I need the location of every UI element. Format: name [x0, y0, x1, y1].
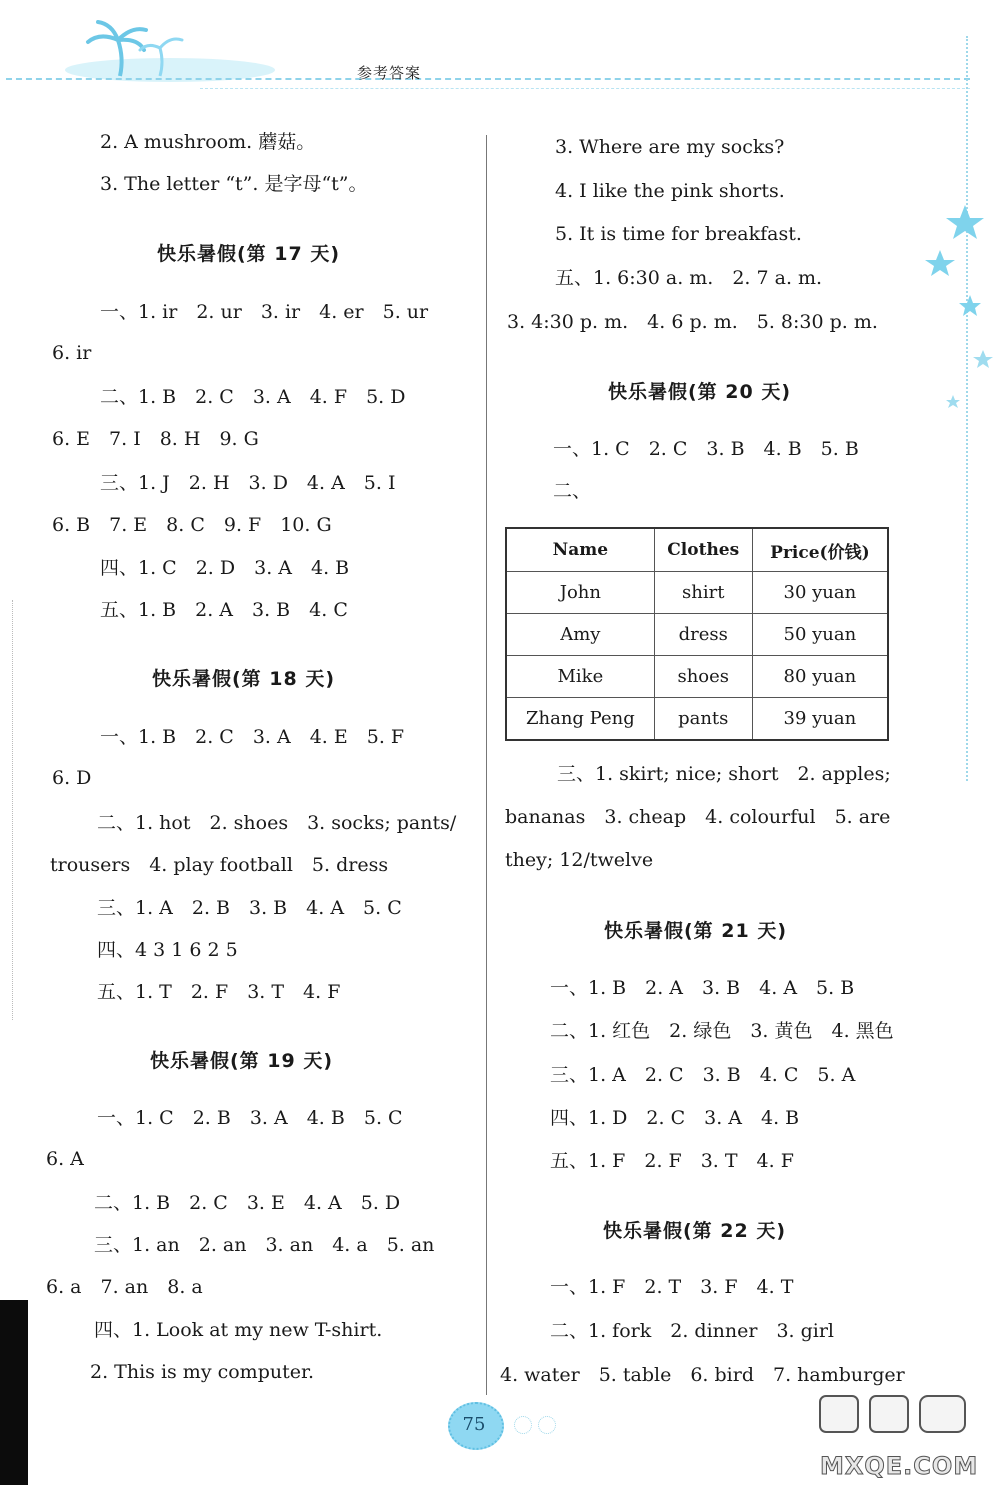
- answer-line: 二、1. fork 2. dinner 3. girl: [550, 1320, 835, 1342]
- table-cell: pants: [654, 698, 752, 741]
- answer-line: 二、1. B 2. C 3. A 4. F 5. D: [100, 386, 406, 408]
- header-rule: [6, 78, 970, 80]
- answer-line: 三、1. A 2. B 3. B 4. A 5. C: [97, 897, 402, 919]
- section-heading-day-17: 快乐暑假(第 17 天): [157, 243, 341, 265]
- answer-line: 4. water 5. table 6. bird 7. hamburger: [500, 1364, 905, 1386]
- answer-line: 一、1. B 2. C 3. A 4. E 5. F: [100, 726, 405, 748]
- section-heading-day-22: 快乐暑假(第 22 天): [603, 1220, 787, 1242]
- answer-line: 6. A: [46, 1148, 84, 1170]
- answer-line: 2. This is my computer.: [90, 1361, 315, 1383]
- section-heading-day-20: 快乐暑假(第 20 天): [608, 381, 792, 403]
- answer-line: 一、1. C 2. B 3. A 4. B 5. C: [97, 1107, 403, 1129]
- answer-line: 二、1. B 2. C 3. E 4. A 5. D: [94, 1192, 401, 1214]
- answer-line: 三、1. A 2. C 3. B 4. C 5. A: [550, 1064, 856, 1086]
- answer-line: 3. 4:30 p. m. 4. 6 p. m. 5. 8:30 p. m.: [507, 311, 878, 333]
- answer-line: 3. Where are my socks?: [555, 136, 785, 158]
- binding-edge-marks: [12, 600, 13, 1020]
- stars-decoration-icon: [925, 200, 1000, 430]
- answer-line: 一、1. C 2. C 3. B 4. B 5. B: [553, 438, 859, 460]
- answer-line: 6. E 7. I 8. H 9. G: [52, 428, 259, 450]
- answer-line: 三、1. an 2. an 3. an 4. a 5. an: [94, 1234, 435, 1256]
- clothes-price-table: [505, 527, 889, 741]
- table-cell: 39 yuan: [752, 698, 888, 741]
- answer-line: 二、: [553, 480, 592, 502]
- answer-line: 四、1. C 2. D 3. A 4. B: [100, 557, 350, 579]
- section-heading-day-19: 快乐暑假(第 19 天): [150, 1050, 334, 1072]
- answer-line: bananas 3. cheap 4. colourful 5. are: [505, 806, 891, 828]
- decor-ring-icon: [514, 1416, 532, 1434]
- table-header-row: [506, 528, 888, 572]
- table-header-cell: Name: [506, 528, 654, 572]
- answer-line: 2. A mushroom. 蘑菇。: [100, 131, 316, 153]
- answer-line: 三、1. skirt; nice; short 2. apples;: [557, 763, 891, 785]
- table-cell: shoes: [654, 656, 752, 698]
- answer-line: 一、1. ir 2. ur 3. ir 4. er 5. ur: [100, 301, 429, 323]
- table-row: [506, 656, 888, 698]
- answer-line: 一、1. B 2. A 3. B 4. A 5. B: [550, 977, 855, 999]
- answer-line: 一、1. F 2. T 3. F 4. T: [550, 1276, 794, 1298]
- table-cell: dress: [654, 614, 752, 656]
- watermark-text: MXQE.COM: [820, 1452, 979, 1480]
- answer-line: 6. ir: [52, 342, 92, 364]
- header-title: 参考答案: [357, 64, 422, 82]
- table-cell: Amy: [506, 614, 654, 656]
- table-header-cell: Price(价钱): [752, 528, 888, 572]
- answer-line: trousers 4. play football 5. dress: [50, 854, 389, 876]
- table-cell: shirt: [654, 572, 752, 614]
- answer-line: 五、1. T 2. F 3. T 4. F: [97, 981, 341, 1003]
- answer-line: 三、1. J 2. H 3. D 4. A 5. I: [100, 472, 396, 494]
- table-cell: 30 yuan: [752, 572, 888, 614]
- column-divider: [486, 135, 487, 1395]
- table-row: [506, 698, 888, 741]
- table-header-cell: Clothes: [654, 528, 752, 572]
- answer-line: they; 12/twelve: [505, 849, 654, 871]
- answer-line: 6. D: [52, 767, 92, 789]
- answer-line: 5. It is time for breakfast.: [555, 223, 802, 245]
- answer-line: 四、1. D 2. C 3. A 4. B: [550, 1107, 800, 1129]
- decor-ring-icon: [538, 1416, 556, 1434]
- answer-line: 五、1. 6:30 a. m. 2. 7 a. m.: [555, 267, 823, 289]
- answer-line: 4. I like the pink shorts.: [555, 180, 785, 202]
- section-heading-day-18: 快乐暑假(第 18 天): [152, 668, 336, 690]
- table-cell: 80 yuan: [752, 656, 888, 698]
- answer-line: 二、1. hot 2. shoes 3. socks; pants/: [97, 812, 457, 834]
- page-number: 75: [462, 1414, 486, 1435]
- section-heading-day-21: 快乐暑假(第 21 天): [604, 920, 788, 942]
- table-row: [506, 572, 888, 614]
- scan-edge-shadow: [0, 1300, 28, 1485]
- answer-line: 五、1. F 2. F 3. T 4. F: [550, 1150, 794, 1172]
- answer-line: 二、1. 红色 2. 绿色 3. 黄色 4. 黑色: [550, 1020, 894, 1042]
- answer-line: 3. The letter “t”. 是字母“t”。: [100, 173, 368, 195]
- table-cell: Mike: [506, 656, 654, 698]
- answer-line: 四、4 3 1 6 2 5: [97, 939, 238, 961]
- answer-line: 6. a 7. an 8. a: [46, 1276, 203, 1298]
- answer-line: 五、1. B 2. A 3. B 4. C: [100, 599, 348, 621]
- table-row: [506, 614, 888, 656]
- table-cell: Zhang Peng: [506, 698, 654, 741]
- table-cell: 50 yuan: [752, 614, 888, 656]
- header-rule-secondary: [200, 88, 970, 89]
- answer-line: 6. B 7. E 8. C 9. F 10. G: [52, 514, 332, 536]
- table-cell: John: [506, 572, 654, 614]
- answer-line: 四、1. Look at my new T-shirt.: [94, 1319, 383, 1341]
